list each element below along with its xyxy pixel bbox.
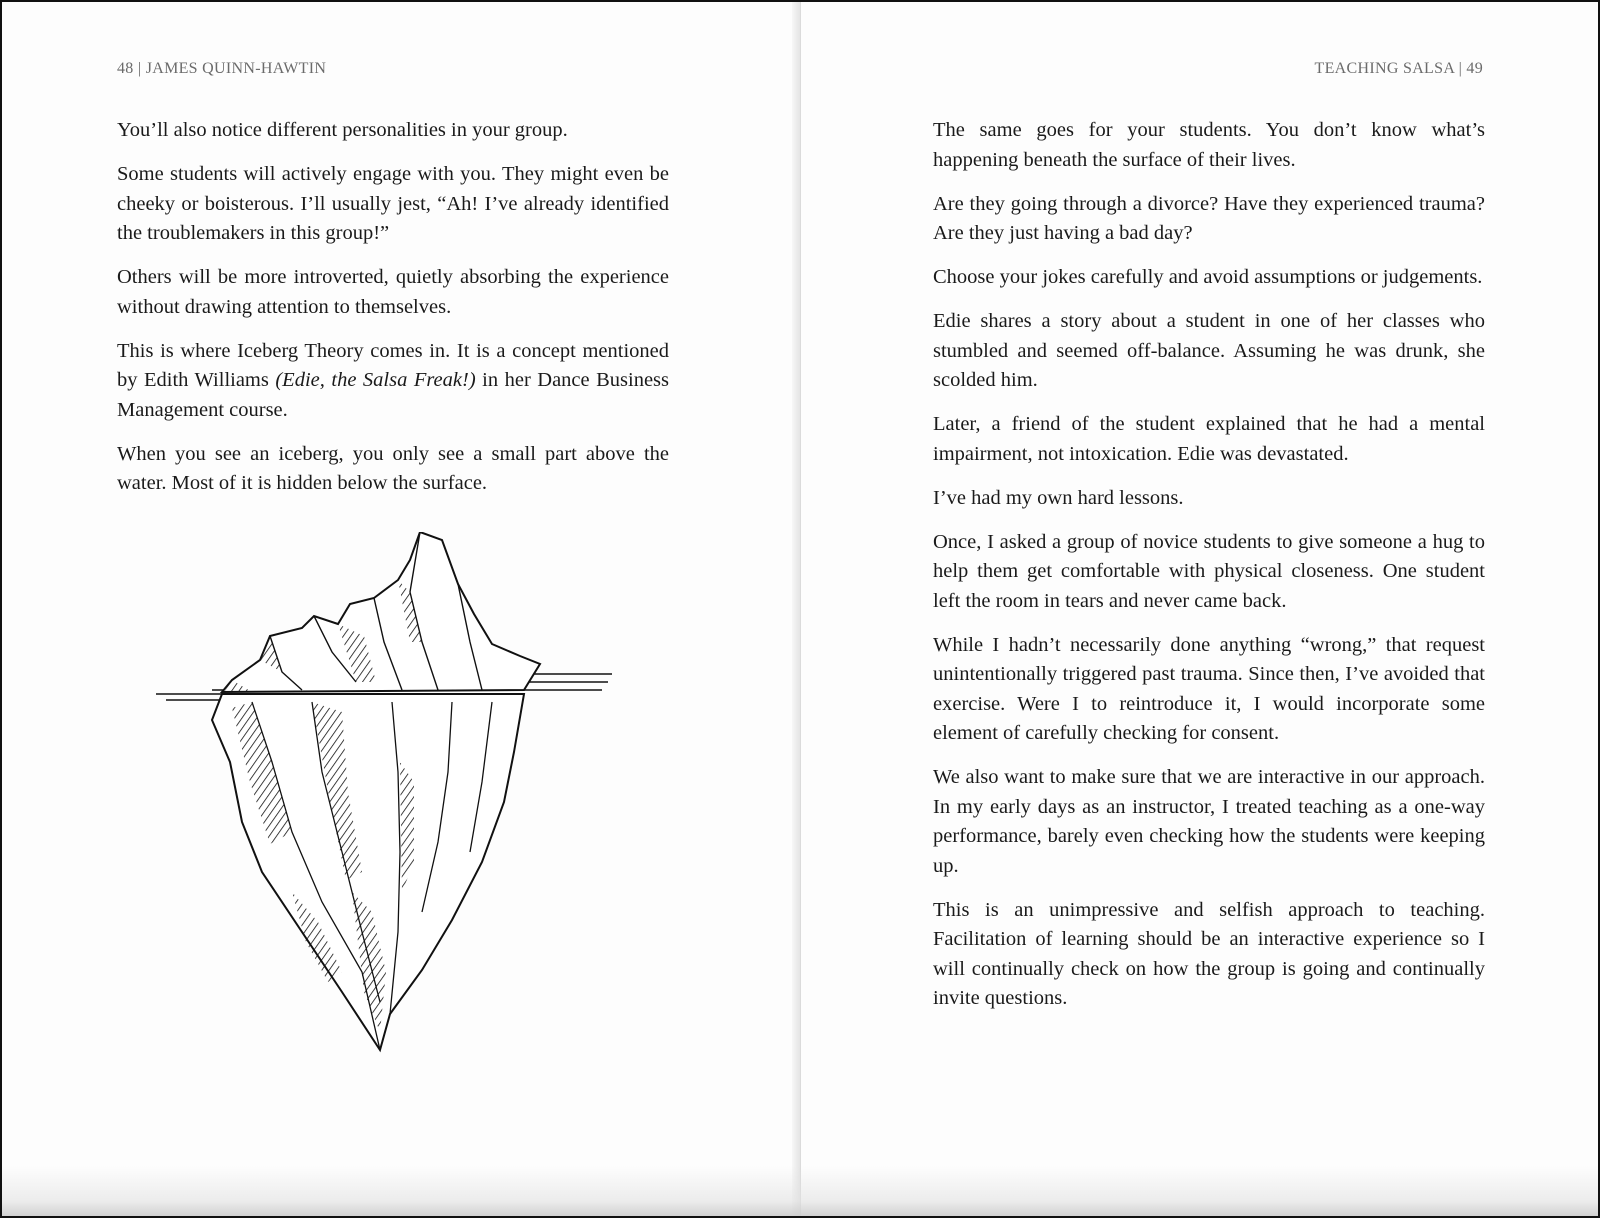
paragraph: Some students will actively engage with you. They might even be cheeky or boisterous. I’ll usually jest, “Ah! I’ve already identified the troublemakers in this group!” — [117, 163, 669, 244]
paragraph: I’ve had my own hard lessons. — [933, 486, 1184, 509]
paragraph: Later, a friend of the student explained that he had a mental impairment, not intoxication. Edie was devastated. — [933, 413, 1485, 465]
paragraph: Once, I asked a group of novice students to give someone a hug to help them get comfortable with physical closeness. One student left the room in tears and never came back. — [933, 530, 1485, 612]
right-body-text — [933, 116, 1485, 1028]
paragraph: When you see an iceberg, you only see a small part above the water. Most of it is hidden below the surface. — [117, 442, 669, 494]
paragraph: Edie shares a story about a student in one of her classes who stumbled and seemed off-balance. Assuming he was drunk, she scolded him. — [933, 310, 1485, 391]
paragraph: The same goes for your students. You don’t know what’s happening beneath the surface of their lives. — [933, 119, 1485, 171]
paragraph — [117, 337, 669, 426]
left-body-text — [117, 116, 669, 513]
iceberg-illustration — [152, 532, 632, 1072]
right-running-head: TEACHING SALSA | 49 — [1314, 60, 1483, 77]
left-page — [2, 2, 799, 1216]
paragraph: You’ll also notice different personalities in your group. — [117, 119, 568, 141]
italic-aside: (Edie, the Salsa Freak!) — [275, 369, 476, 391]
paragraph: We also want to make sure that we are interactive in our approach. In my early days as an instructor, I treated teaching as a one-way performance, barely even checking how the students were keeping up. — [933, 766, 1485, 877]
paragraph-text: This is where Iceberg Theory comes in. It is a concept mentioned by Edith Williams — [117, 339, 669, 391]
page-bottom-shadow — [2, 1166, 1598, 1216]
paragraph-text: in her Dance Business Management course. — [117, 369, 670, 421]
left-running-head: 48 | JAMES QUINN-HAWTIN — [117, 60, 327, 77]
paragraph: Others will be more introverted, quietly absorbing the experience without drawing attention to themselves. — [117, 266, 669, 318]
right-page — [801, 2, 1598, 1216]
paragraph: While I hadn’t necessarily done anything “wrong,” that request unintentionally triggered past trauma. Since then, I’ve avoided that exercise. Were I to reintroduce it, I would incorporate some element of carefully checking for consent. — [933, 633, 1485, 744]
paragraph: This is an unimpressive and selfish approach to teaching. Facilitation of learning should be an interactive experience so I will continually check on how the group is going and continually invite questions. — [933, 898, 1485, 1009]
paragraph: Choose your jokes carefully and avoid assumptions or judgements. — [933, 266, 1483, 288]
paragraph: Are they going through a divorce? Have they experienced trauma? Are they just having a bad day? — [933, 192, 1485, 244]
